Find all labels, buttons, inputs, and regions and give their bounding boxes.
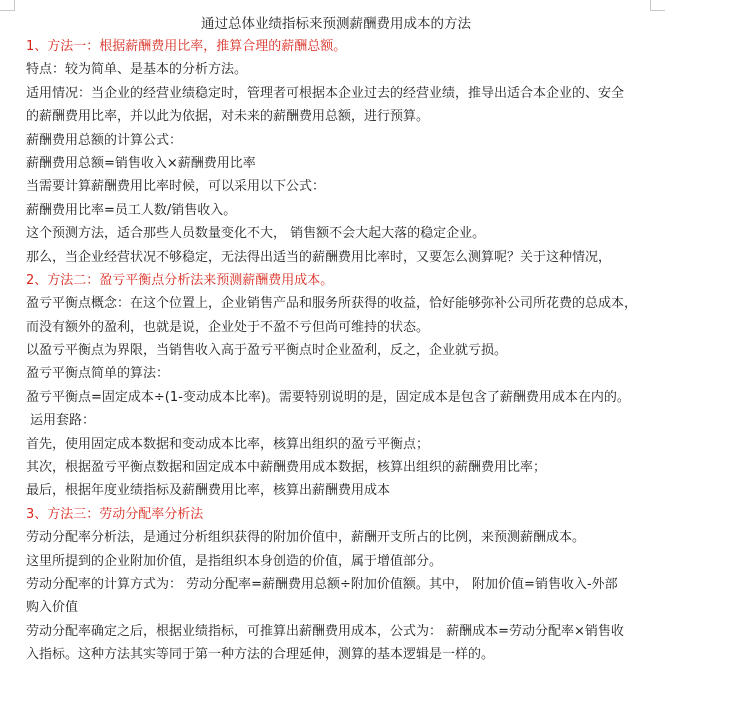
document-title: 通过总体业绩指标来预测薪酬费用成本的方法 — [201, 16, 471, 32]
paragraph-line: 运用套路： — [30, 413, 96, 429]
paragraph-line: 盈亏平衡点简单的算法： — [26, 366, 170, 382]
formula-line: 薪酬费用比率=员工人数/销售收入。 — [26, 202, 237, 218]
paragraph-line: 劳动分配率分析法，是通过分析组织获得的附加价值中，薪酬开支所占的比例，来预测薪酬成本。 — [26, 530, 586, 546]
paragraph-line: 盈亏平衡点概念：在这个位置上，企业销售产品和服务所获得的收益，恰好能够弥补公司所花费的总成本， — [26, 296, 638, 312]
paragraph-line: 当需要计算薪酬费用比率时候，可以采用以下公式： — [26, 179, 326, 195]
paragraph-line: 以盈亏平衡点为界限，当销售收入高于盈亏平衡点时企业盈利，反之，企业就亏损。 — [26, 343, 508, 359]
page-corner-mark-right — [650, 0, 665, 11]
paragraph-line: 那么，当企业经营状况不够稳定，无法得出适当的薪酬费用比率时，又要怎么测算呢？关于这种情况， — [26, 249, 612, 265]
step-line: 首先，使用固定成本数据和变动成本比率，核算出组织的盈亏平衡点； — [26, 436, 430, 452]
paragraph-line: 特点：较为简单、是基本的分析方法。 — [26, 62, 248, 78]
section-heading-method-1: 1、方法一：根据薪酬费用比率，推算合理的薪酬总额。 — [26, 39, 347, 54]
paragraph-line: 劳动分配率确定之后，根据业绩指标，可推算出薪酬费用成本，公式为： 薪酬成本=劳动分配率×销售收 — [26, 623, 624, 639]
paragraph-line: 这里所提到的企业附加价值，是指组织本身创造的价值，属于增值部分。 — [26, 553, 443, 569]
step-line: 最后，根据年度业绩指标及薪酬费用比率，核算出薪酬费用成本 — [26, 483, 391, 499]
paragraph-line: 而没有额外的盈利，也就是说，企业处于不盈不亏但尚可维持的状态。 — [26, 319, 430, 335]
paragraph-line: 入指标。这种方法其实等同于第一种方法的合理延伸，测算的基本逻辑是一样的。 — [26, 647, 495, 663]
paragraph-line: 购入价值 — [26, 600, 79, 616]
paragraph-line: 适用情况：当企业的经营业绩稳定时，管理者可根据本企业过去的经营业绩，推导出适合本企业的、安全 — [26, 85, 625, 101]
step-line: 其次，根据盈亏平衡点数据和固定成本中薪酬费用成本数据，核算出组织的薪酬费用比率； — [26, 460, 547, 476]
page-corner-mark-left — [0, 0, 15, 11]
paragraph-line: 这个预测方法，适合那些人员数量变化不大， 销售额不会大起大落的稳定企业。 — [26, 226, 486, 242]
section-heading-method-3: 3、方法三：劳动分配率分析法 — [26, 506, 204, 522]
paragraph-line: 的薪酬费用比率，并以此为依据，对未来的薪酬费用总额，进行预算。 — [26, 109, 430, 125]
formula-line: 盈亏平衡点=固定成本÷(1-变动成本比率)。需要特别说明的是，固定成本是包含了薪酬费用成本在内的。 — [26, 389, 630, 405]
document-body — [26, 35, 666, 667]
paragraph-line: 劳动分配率的计算方式为： 劳动分配率=薪酬费用总额÷附加价值额。其中， 附加价值=销售收入-外部 — [26, 576, 618, 592]
paragraph-line: 薪酬费用总额的计算公式： — [26, 132, 183, 148]
formula-line: 薪酬费用总额=销售收入×薪酬费用比率 — [26, 155, 256, 171]
section-heading-method-2: 2、方法二：盈亏平衡点分析法来预测薪酬费用成本。 — [26, 272, 334, 288]
